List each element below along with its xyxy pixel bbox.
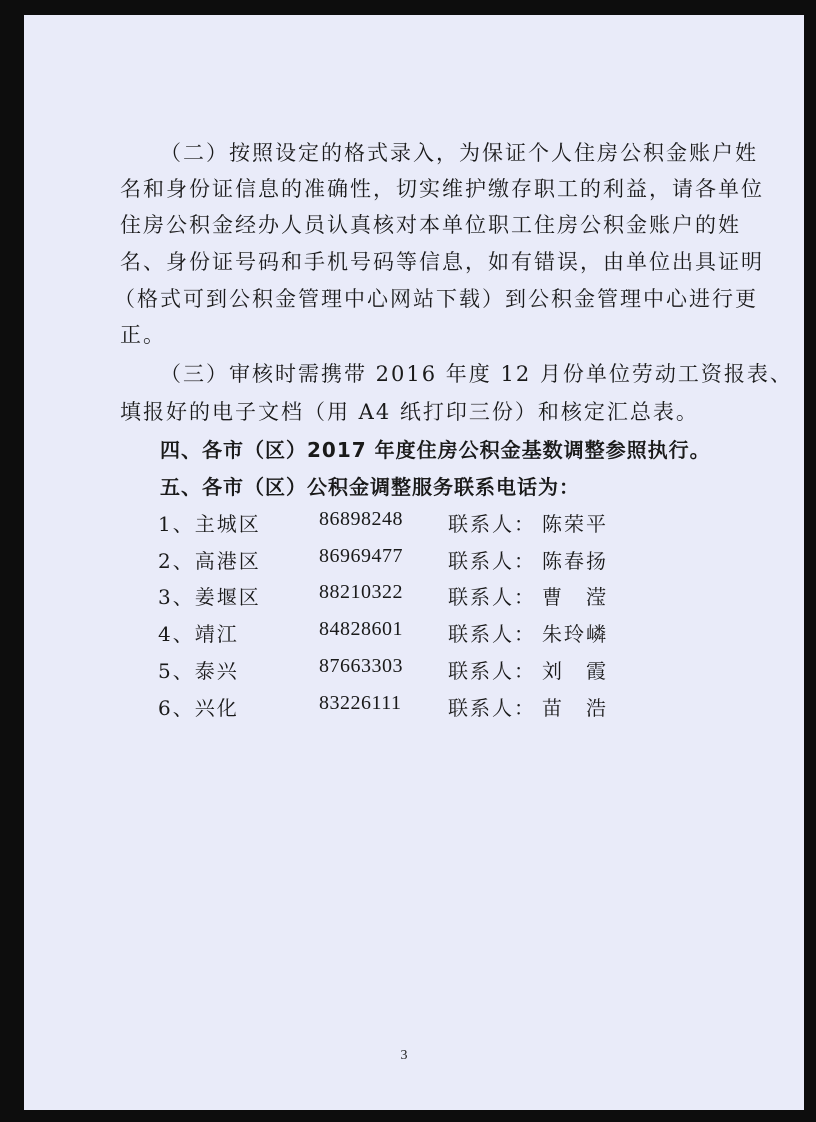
contact-person: 曹 滢 <box>542 585 608 609</box>
document-page <box>24 15 804 1110</box>
district-name: 3、姜堰区 <box>158 585 261 609</box>
phone-number: 83226111 <box>319 692 402 714</box>
district-name: 2、高港区 <box>158 549 261 573</box>
phone-number: 84828601 <box>319 618 403 640</box>
contact-row <box>24 508 804 540</box>
paragraph-2-line-2: 名和身份证信息的准确性，切实维护缴存职工的利益，请各单位 <box>120 177 764 201</box>
paragraph-2-line-3: 住房公积金经办人员认真核对本单位职工住房公积金账户的姓 <box>120 213 741 237</box>
paragraph-2-line-5: （格式可到公积金管理中心网站下载）到公积金管理中心进行更 <box>114 287 758 311</box>
contact-row <box>24 581 804 613</box>
paragraph-2-line-6: 正。 <box>120 323 166 347</box>
district-name: 4、靖江 <box>158 622 239 646</box>
paragraph-3-line-1: （三）审核时需携带 2016 年度 12 月份单位劳动工资报表、 <box>160 362 793 386</box>
phone-number: 86969477 <box>319 545 403 567</box>
phone-number: 88210322 <box>319 581 403 603</box>
heading-5: 五、各市（区）公积金调整服务联系电话为： <box>160 475 580 499</box>
paragraph-2-line-4: 名、身份证号码和手机号码等信息，如有错误，由单位出具证明 <box>120 250 764 274</box>
contact-person: 陈荣平 <box>542 512 608 536</box>
contact-person: 陈春扬 <box>542 549 608 573</box>
contact-label: 联系人： <box>448 622 536 646</box>
district-name: 5、泰兴 <box>158 659 239 683</box>
heading-4: 四、各市（区）2017 年度住房公积金基数调整参照执行。 <box>160 438 711 462</box>
contact-label: 联系人： <box>448 585 536 609</box>
district-name: 6、兴化 <box>158 696 239 720</box>
contact-person: 朱玲嶙 <box>542 622 608 646</box>
contact-row <box>24 545 804 577</box>
paragraph-3-line-2: 填报好的电子文档（用 A4 纸打印三份）和核定汇总表。 <box>120 400 699 424</box>
contact-label: 联系人： <box>448 659 536 683</box>
contact-label: 联系人： <box>448 512 536 536</box>
phone-number: 86898248 <box>319 508 403 530</box>
district-name: 1、主城区 <box>158 512 261 536</box>
contact-label: 联系人： <box>448 696 536 720</box>
contact-person: 苗 浩 <box>542 696 608 720</box>
page-number: 3 <box>400 1048 408 1063</box>
phone-number: 87663303 <box>319 655 403 677</box>
contact-person: 刘 霞 <box>542 659 608 683</box>
contact-row <box>24 692 804 724</box>
contact-label: 联系人： <box>448 549 536 573</box>
contact-row <box>24 655 804 687</box>
contact-row <box>24 618 804 650</box>
paragraph-2-line-1: （二）按照设定的格式录入，为保证个人住房公积金账户姓 <box>160 141 758 165</box>
